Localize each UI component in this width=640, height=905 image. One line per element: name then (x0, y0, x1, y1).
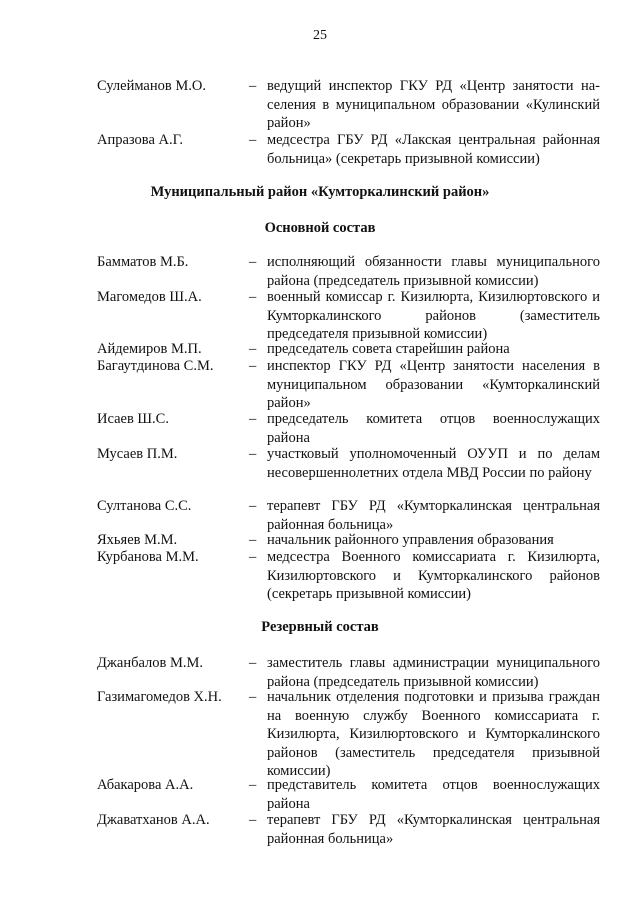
member-role: терапевт ГБУ РД «Кумторкалинская центральная районная больница» (267, 812, 600, 847)
member-role: медсестра Военного комиссариата г. Кизилюрта, Кизилюртовского и Кумторкалинского районов (секретарь призывной комиссии) (267, 549, 600, 602)
member-role: терапевт ГБУ РД «Кумторкалинская центральная районная больница» (267, 498, 600, 533)
main-composition-heading: Основной состав (264, 220, 376, 236)
member-entry (97, 357, 602, 413)
dash: – (249, 655, 257, 671)
member-role: медсестра ГБУ РД «Лакская центральная районная больница» (секретарь призывной комиссии) (267, 132, 600, 167)
dash: – (249, 532, 257, 548)
member-name: Мусаев П.М. (97, 446, 178, 462)
member-entry (97, 497, 602, 534)
member-entry (97, 445, 602, 482)
page-number: 25 (313, 28, 327, 43)
member-entry (97, 548, 602, 604)
member-entry (97, 77, 602, 133)
dash: – (249, 689, 257, 705)
member-entry (97, 688, 602, 781)
member-entry (97, 253, 602, 290)
dash: – (249, 78, 257, 94)
member-role: исполняющий обязанности главы муниципального района (председатель призывной комиссии) (267, 254, 600, 289)
dash: – (249, 777, 257, 793)
dash: – (249, 341, 257, 357)
dash: – (249, 446, 257, 462)
member-entry (97, 811, 602, 848)
member-name: Багаутдинова С.М. (97, 358, 214, 374)
member-name: Султанова С.С. (97, 498, 192, 514)
member-name: Джаватханов А.А. (97, 812, 210, 828)
member-name: Магомедов Ш.А. (97, 289, 202, 305)
district-heading: Муниципальный район «Кумторкалинский район» (150, 184, 490, 200)
member-role: председатель комитета отцов военнослужащих района (267, 411, 600, 446)
member-entry (97, 776, 602, 813)
member-role: председатель совета старейшин района (267, 341, 510, 357)
dash: – (249, 549, 257, 565)
member-role: инспектор ГКУ РД «Центр занятости населения в муниципальном образовании «Кумторкалинский район» (267, 358, 600, 411)
member-entry (97, 340, 602, 359)
member-role: ведущий инспектор ГКУ РД «Центр занятости населения в муниципальном образовании «Кулинский район» (267, 78, 600, 131)
member-entry (97, 531, 602, 550)
member-name: Бамматов М.Б. (97, 254, 189, 270)
member-name: Абакарова А.А. (97, 777, 194, 793)
member-entry (97, 131, 602, 168)
dash: – (249, 812, 257, 828)
dash: – (249, 289, 257, 305)
member-role: представитель комитета отцов военнослужащих района (267, 777, 600, 812)
member-role: начальник отделения подготовки и призыва граждан на военную службу Военного комиссариата г. Кизилюрта, Кизилюртовского и Кумторкалинского районов (заместитель председателя призывной комиссии) (267, 689, 600, 779)
member-name: Газимагомедов Х.Н. (97, 689, 222, 705)
member-name: Джанбалов М.М. (97, 655, 204, 671)
member-name: Айдемиров М.П. (97, 341, 202, 357)
dash: – (249, 254, 257, 270)
member-name: Сулейманов М.О. (97, 78, 206, 94)
member-name: Яхьяев М.М. (97, 532, 178, 548)
member-name: Исаев Ш.С. (97, 411, 169, 427)
member-entry (97, 288, 602, 344)
member-name: Апразова А.Г. (97, 132, 183, 148)
member-entry (97, 410, 602, 447)
member-role: заместитель главы администрации муниципального района (председатель призывной комиссии) (267, 655, 600, 690)
member-role: военный комиссар г. Кизилюрта, Кизилюртовского и Кумторкалинского районов (заместитель председателя призывной комиссии) (267, 289, 600, 342)
dash: – (249, 358, 257, 374)
member-role: участковый уполномоченный ОУУП и по делам несовершеннолетних отдела МВД России по району (267, 446, 600, 481)
member-role: начальник районного управления образования (267, 532, 554, 548)
dash: – (249, 411, 257, 427)
member-entry (97, 654, 602, 691)
dash: – (249, 132, 257, 148)
reserve-composition-heading: Резервный состав (261, 619, 379, 635)
member-name: Курбанова М.М. (97, 549, 199, 565)
dash: – (249, 498, 257, 514)
